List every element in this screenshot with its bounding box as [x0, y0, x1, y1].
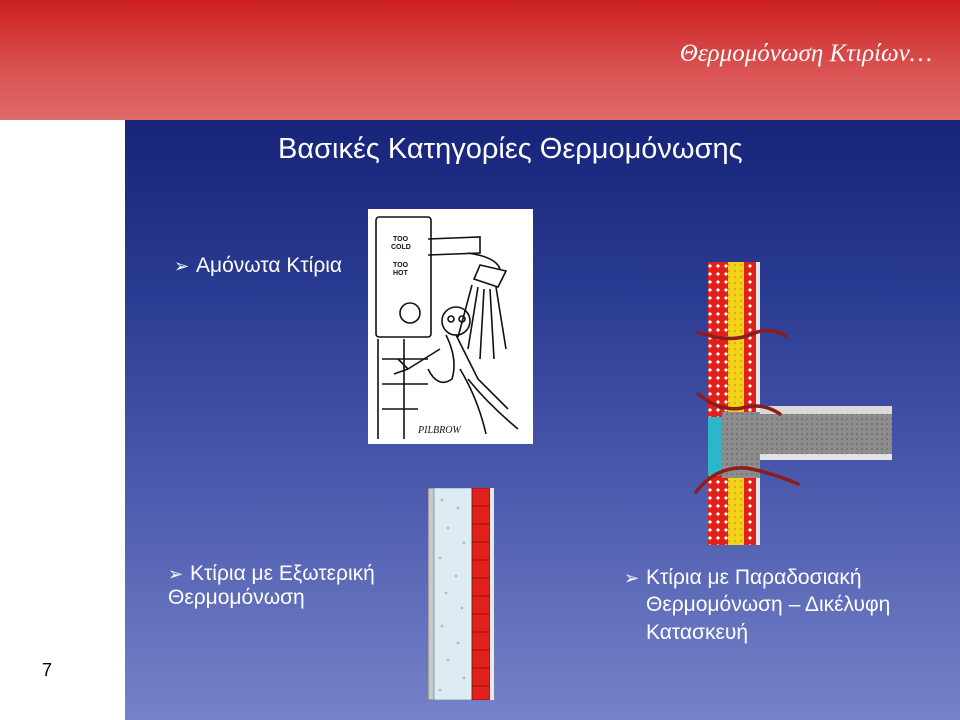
- arrow-bullet-icon: ➢: [624, 568, 640, 588]
- bullet-traditional-line3: Κατασκευή: [646, 621, 749, 644]
- left-margin: [0, 120, 125, 720]
- bullet-uninsulated: [174, 254, 342, 279]
- cavity-wall-junction-image: [690, 262, 895, 545]
- cartoon-shower-image: [368, 209, 533, 444]
- bullet-traditional-line1: Κτίρια με Παραδοσιακή: [646, 566, 862, 589]
- cavity-wall-section: [690, 262, 895, 545]
- external-insulation-wall-image: [428, 488, 494, 700]
- thermostat-label-2: COLD: [391, 244, 411, 251]
- external-insulation-section: [428, 488, 494, 700]
- bullet-traditional-continuation-2: [646, 621, 748, 645]
- bullet-uninsulated-text: Αμόνωτα Κτίρια: [196, 254, 343, 277]
- page-number: 7: [42, 660, 53, 680]
- header-title: Θερμομόνωση Κτιρίων…: [679, 40, 932, 67]
- slide-title: Βασικές Κατηγορίες Θερμομόνωσης: [278, 133, 743, 165]
- bullet-external-text: [190, 562, 375, 586]
- thermostat-label-1: TOO: [393, 236, 409, 243]
- header-band: [0, 0, 960, 120]
- thermostat-label-3: TOO: [393, 262, 409, 269]
- cartoon-signature: PILBROW: [418, 425, 461, 436]
- bullet-traditional-continuation-1: [646, 593, 890, 617]
- bullet-external-line2: Θερμομόνωση: [168, 586, 305, 609]
- cartoon-shower-drawing: [368, 209, 533, 444]
- bullet-traditional-insulation: [624, 566, 862, 591]
- bullet-external-insulation: [168, 562, 375, 587]
- thermostat-label-4: HOT: [393, 270, 408, 277]
- bullet-external-line1: Κτίρια με Εξωτερική: [190, 562, 375, 585]
- arrow-bullet-icon: ➢: [168, 564, 184, 584]
- bullet-external-continuation: [168, 586, 305, 610]
- arrow-bullet-icon: ➢: [174, 256, 190, 276]
- bullet-traditional-line2: Θερμομόνωση – Δικέλυφη: [646, 593, 891, 616]
